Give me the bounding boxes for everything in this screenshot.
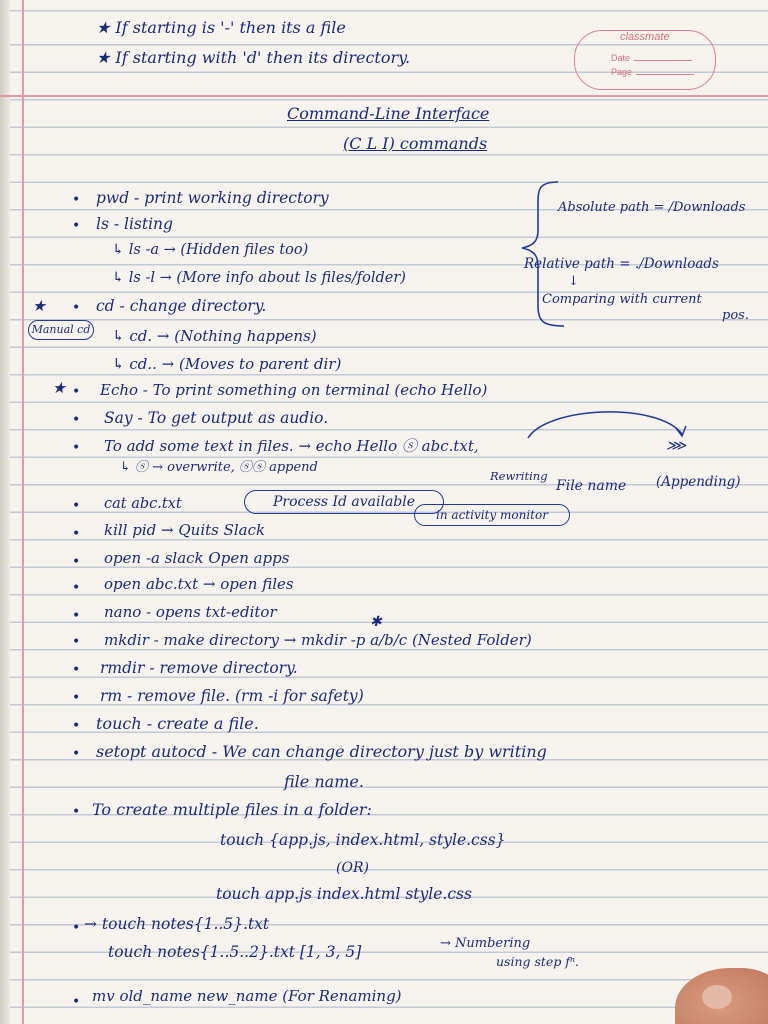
note-ls: ls - listing: [96, 215, 173, 233]
comparing-note-end: pos.: [722, 308, 749, 323]
numbering-note-cont: using step fⁿ.: [496, 954, 579, 969]
note-cd: cd - change directory.: [96, 297, 267, 315]
note-cd-dot: ↳ cd. → (Nothing happens): [112, 327, 317, 345]
page-title-line-2: (C L I) commands: [343, 134, 488, 153]
numbering-note: → Numbering: [440, 936, 531, 951]
stamp-date-row: Date: [611, 53, 692, 63]
note-mv: mv old_name new_name (For Renaming): [92, 987, 402, 1005]
star-mark-cd: ★: [32, 297, 46, 315]
header-line-1: ★ If starting is '-' then its a file: [96, 18, 346, 37]
note-kill: kill pid → Quits Slack: [104, 521, 266, 539]
page-title-line-1: Command-Line Interface: [287, 104, 490, 123]
manual-cd-tag: Manual cd: [28, 320, 94, 340]
left-margin-line: [22, 0, 24, 1024]
note-multiple-files: To create multiple files in a folder:: [92, 800, 372, 819]
note-mkdir: mkdir - make directory → mkdir -p a/b/c (Nested Folder): [104, 631, 532, 649]
star-mark-echo: ★: [52, 379, 66, 397]
note-say: Say - To get output as audio.: [104, 409, 329, 427]
note-echo: Echo - To print something on terminal (echo Hello): [100, 381, 488, 399]
note-pwd: pwd - print working directory: [96, 189, 329, 207]
activity-monitor-cloud: in activity monitor: [414, 504, 570, 526]
stamp-brand: classmate: [620, 31, 670, 43]
header-line-2: ★ If starting with 'd' then its directory.: [96, 48, 411, 67]
process-id-cloud: Process Id available: [244, 490, 444, 514]
note-rm: rm - remove file. (rm -i for safety): [100, 687, 364, 705]
multi-cmd-plain: touch app.js index.html style.css: [216, 885, 472, 903]
side-note-arrow: ↓: [568, 274, 579, 289]
classmate-date-stamp: [574, 30, 716, 90]
note-touch: touch - create a file.: [96, 714, 259, 733]
note-ls-a: ↳ ls -a → (Hidden files too): [112, 242, 309, 258]
note-open-a: open -a slack Open apps: [104, 549, 290, 567]
note-add-text: To add some text in files. → echo Hello ⓢ abc.txt,: [104, 437, 479, 455]
note-open-file: open abc.txt → open files: [104, 575, 294, 593]
top-margin-line: [0, 95, 768, 97]
note-ls-l: ↳ ls -l → (More info about ls files/folder): [112, 270, 406, 286]
note-overwrite: ↳ ⓢ → overwrite, ⓢⓢ append: [120, 460, 318, 475]
note-setopt: setopt autocd - We can change directory just by writing: [96, 742, 547, 761]
note-rmdir: rmdir - remove directory.: [100, 659, 298, 677]
comparing-note: Comparing with current: [542, 292, 702, 307]
rewriting-label: Rewriting: [490, 469, 548, 483]
notebook-binding: [0, 0, 10, 1024]
append-symbol: ⋙: [666, 438, 686, 454]
appending-label: (Appending): [656, 474, 741, 490]
stamp-page-row: Page: [611, 67, 694, 77]
multi-cmd-or: (OR): [336, 860, 369, 876]
note-cd-dotdot: ↳ cd.. → (Moves to parent dir): [112, 355, 342, 373]
fingernail: [702, 985, 732, 1009]
note-touch-range: → touch notes{1..5}.txt: [84, 915, 270, 933]
note-touch-step: touch notes{1..5..2}.txt [1, 3, 5]: [108, 943, 362, 961]
file-name-label: File name: [556, 478, 627, 494]
star-mark-mkdir: ✱: [370, 614, 382, 630]
relative-path-note: Relative path = ./Downloads: [524, 256, 719, 272]
note-setopt-cont: file name.: [284, 772, 364, 791]
note-nano: nano - opens txt-editor: [104, 603, 277, 621]
note-cat: cat abc.txt: [104, 496, 182, 512]
absolute-path-note: Absolute path = /Downloads: [558, 200, 746, 215]
multi-cmd-braces: touch {app.js, index.html, style.css}: [220, 831, 506, 849]
notebook-page: classmate Date Page ★ If starting is '-' then its a file ★ If starting with 'd' then its directory. Command-Line Interface (C L I) commands Absolute path = /Downloads Relative path = ./Downloads ↓ Comparing with current pos. • pwd - print working directory • ls - listing ↳ ls -a → (Hidden files too) ↳ ls -l → (More info about ls files/folder) ★ • cd - change directory. Manual cd ↳ cd. → (Nothing happens) ↳ cd.. → (Moves to parent dir) ★ • Echo - To print something on terminal (echo Hello) • Say - To get output as audio. • To add some text in files. → echo Hello ⓢ abc.txt, ⋙ ↳ ⓢ → overwrite, ⓢⓢ append Rewriting File name (Appending) • cat abc.txt Process Id available in activity monitor • kill pid → Quits Slack • open -a slack Open apps • open abc.txt → open files • nano - opens txt-editor ✱ • mkdir - make directory → mkdir -p a/b/c (Nested Folder) • rmdir - remove directory. • rm - remove file. (rm -i for safety) • touch - create a file. • setopt autocd - We can change directory just by writing file name. • To create multiple files in a folder: touch {app.js, index.html, style.css} (OR) touch app.js index.html style.css • → touch notes{1..5}.txt touch notes{1..5..2}.txt [1, 3, 5] → Numbering using step fⁿ. • mv old_name new_name (For Renaming): [0, 0, 768, 1024]
